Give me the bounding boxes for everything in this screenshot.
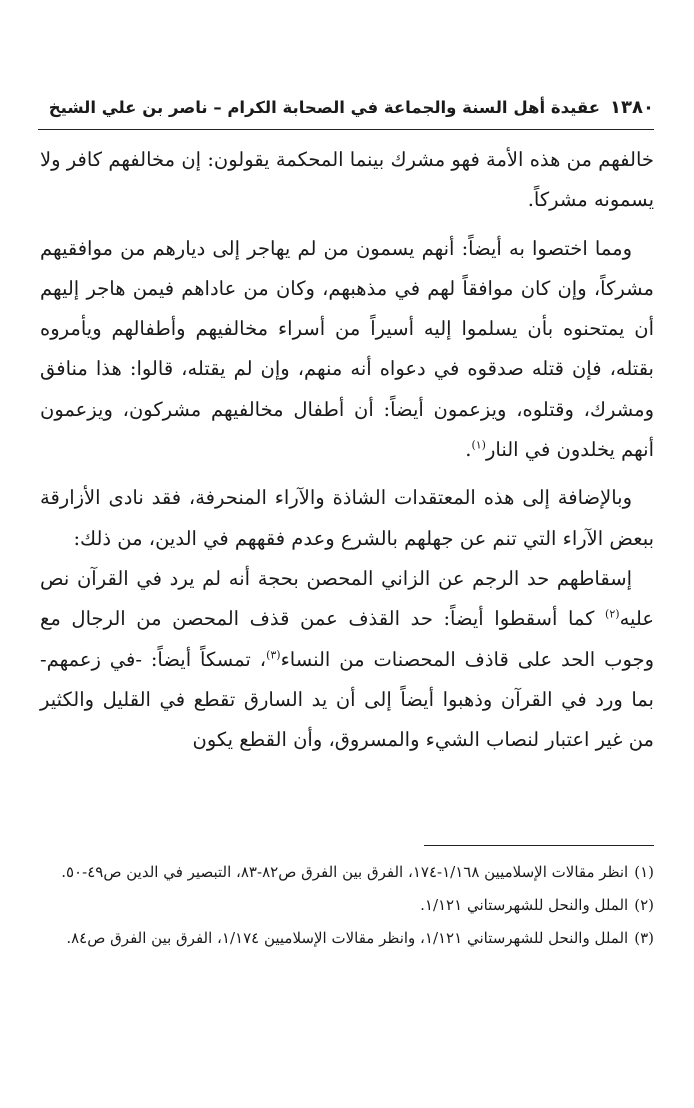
paragraph-1: خالفهم من هذه الأمة فهو مشرك بينما المحكمة يقولون: إن مخالفهم كافر ولا يسمونه مشركاً. xyxy=(40,148,654,212)
footnote-1 xyxy=(40,856,654,889)
footnote-ref-2: (٢) xyxy=(605,607,620,621)
paragraph-3: وبالإضافة إلى هذه المعتقدات الشاذة والآراء المنحرفة، فقد نادى الأزارقة ببعض الآراء التي تنم عن جهلهم بالشرع وعدم فقههم في الدين، من ذلك: xyxy=(40,486,654,550)
footnote-1-mark: (١) xyxy=(634,863,654,881)
paragraph-4 xyxy=(40,559,654,760)
page-number: ١٣٨٠ xyxy=(610,96,654,118)
header-divider xyxy=(38,129,654,130)
running-header xyxy=(38,88,654,126)
footnote-2-text: الملل والنحل للشهرستاني ١/١٢١. xyxy=(420,896,629,914)
paragraph-2: ومما اختصوا به أيضاً: أنهم يسمون من لم يهاجر إلى ديارهم من موافقيهم مشركاً، وإن كان موافقاً لهم في مذهبهم، وكان من عاداهم فيمن هاجر إليهم أن يمتحنوه بأن يسلموا إليه أسيراً من أسراء مخالفيهم وأطفالهم ويأمروه بقتله، فإن قتله صدقوه في دعواه أنه منهم، وإن لم يقتله، قالوا: هذا منافق ومشرك، وقتلوه، ويزعمون أيضاً: أن أطفال مخالفيهم مشركون، ويزعمون أنهم يخلدون في النار$^{(١)}$. xyxy=(40,236,654,462)
paragraph-4-text-b: كما أسقطوا أيضاً: حد القذف عمن قذف المحصن من الرجال مع وجوب الحد على قاذف المحصنات من النساء xyxy=(40,607,654,671)
footnote-divider xyxy=(424,845,654,846)
running-title: عقيدة أهل السنة والجماعة في الصحابة الكرام – ناصر بن علي الشيخ xyxy=(48,97,601,117)
footnote-ref-3: (٣) xyxy=(266,648,281,662)
paragraph-2-text: ومما اختصوا به أيضاً: أنهم يسمون من لم يهاجر إلى ديارهم من موافقيهم مشركاً، وإن كان موافقاً لهم في مذهبهم، وكان من عاداهم فيمن هاجر إليهم أن يمتحنوه بأن يسلموا إليه أسيراً من أسراء مخالفيهم وأطفالهم ويأمروه بقتله، فإن قتله صدقوه في دعواه أنه منهم، وإن لم يقتله، قالوا: هذا منافق ومشرك، وقتلوه، ويزعمون أيضاً: أن أطفال مخالفيهم مشركون، ويزعمون أنهم يخلدون في النار xyxy=(40,236,654,462)
footnote-2-mark: (٢) xyxy=(634,896,654,914)
main-text xyxy=(40,140,654,760)
footnote-3-text: الملل والنحل للشهرستاني ١/١٢١، وانظر مقالات الإسلاميين ١/١٧٤، الفرق بين الفرق ص٨٤. xyxy=(66,929,629,947)
footnotes xyxy=(40,856,654,955)
paragraph-4-text-c: ، تمسكاً أيضاً: -في زعمهم- بما ورد في القرآن وذهبوا أيضاً إلى أن يد السارق تقطع في القليل والكثير من غير اعتبار لنصاب الشيء والمسروق، وأن القطع يكون xyxy=(40,647,654,752)
footnote-2 xyxy=(40,889,654,922)
footnote-3-mark: (٣) xyxy=(634,929,654,947)
paragraph-4-text-a: إسقاطهم حد الرجم عن الزاني المحصن بحجة أنه لم يرد في القرآن نص عليه xyxy=(40,566,654,631)
footnote-3 xyxy=(40,922,654,955)
footnote-ref-1: (١) xyxy=(471,438,486,452)
footnote-1-text: انظر مقالات الإسلاميين ١/١٦٨-١٧٤، الفرق بين الفرق ص٨٢-٨٣، التبصير في الدين ص٤٩-٥٠. xyxy=(61,863,629,881)
